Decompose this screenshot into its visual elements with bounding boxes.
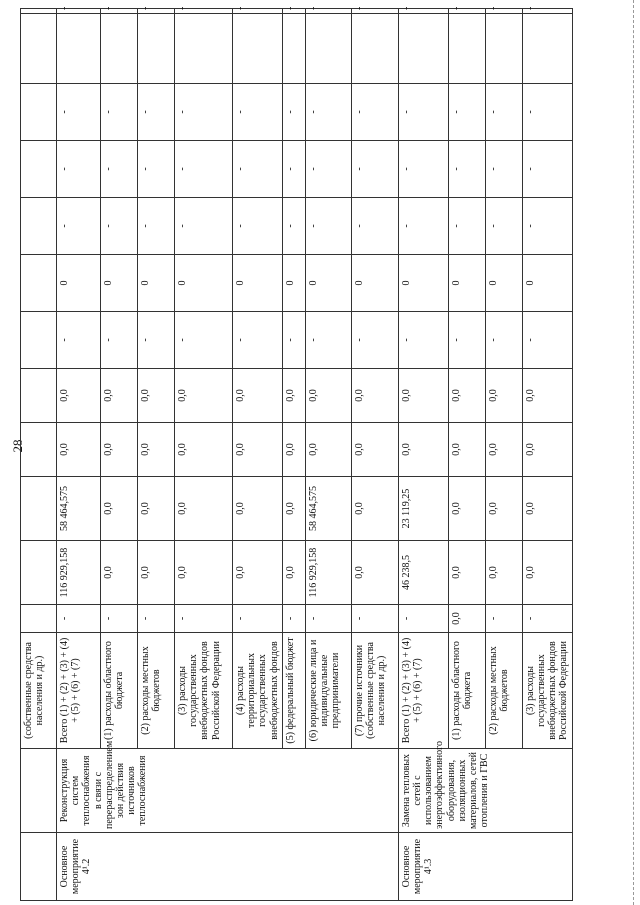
funding-source-cell: (7) прочие источники (собственные средства населения и др.)	[351, 633, 398, 749]
value-cell: -	[522, 84, 572, 141]
value-cell: -	[101, 141, 138, 198]
value-cell: 0,0	[233, 369, 283, 423]
value-cell: 0,0	[175, 369, 233, 423]
value-cell: 0	[101, 255, 138, 312]
funding-source-cell: (3) расходы государственных внебюджетных фондов Российской Федерации	[175, 633, 233, 749]
value-cell: -	[398, 84, 448, 141]
value-cell: 0,0	[448, 605, 485, 633]
funding-source-cell: Всего (1) + (2) + (3) + (4) + (5) + (6) + (7)	[398, 633, 448, 749]
value-cell: -	[351, 312, 398, 369]
value-cell: 0,0	[101, 369, 138, 423]
value-cell: -	[233, 198, 283, 255]
value-cell: 0,0	[101, 423, 138, 477]
value-cell: -	[175, 141, 233, 198]
value-cell	[21, 255, 57, 312]
value-cell: 0,0	[282, 369, 305, 423]
value-cell: -	[398, 198, 448, 255]
value-cell	[398, 14, 448, 84]
value-cell: -	[522, 9, 572, 14]
value-cell: 0,0	[351, 369, 398, 423]
value-cell	[21, 477, 57, 541]
value-cell: -	[305, 312, 351, 369]
value-cell: 0,0	[351, 423, 398, 477]
value-cell: 0,0	[101, 477, 138, 541]
value-cell	[101, 14, 138, 84]
value-cell	[21, 541, 57, 605]
value-cell: 0,0	[282, 541, 305, 605]
table-body	[21, 6, 573, 901]
value-cell: 0	[138, 255, 175, 312]
value-cell: 0,0	[305, 369, 351, 423]
value-cell	[57, 14, 101, 84]
value-cell: -	[57, 312, 101, 369]
value-cell: -	[57, 141, 101, 198]
activity-name-cell: Основное мероприятие 4¹.3	[398, 833, 572, 901]
value-cell: -	[138, 605, 175, 633]
value-cell: 0	[57, 255, 101, 312]
value-cell: 0,0	[485, 423, 522, 477]
value-cell: 116 929,158	[57, 541, 101, 605]
value-cell: -	[57, 605, 101, 633]
value-cell: -	[101, 9, 138, 14]
value-cell: -	[175, 605, 233, 633]
financing-table	[20, 8, 573, 901]
value-cell	[21, 9, 57, 14]
value-cell: 0,0	[522, 541, 572, 605]
value-cell: 0,0	[448, 369, 485, 423]
value-cell: -	[522, 141, 572, 198]
value-cell: -	[233, 84, 283, 141]
value-cell: -	[305, 84, 351, 141]
value-cell: -	[175, 198, 233, 255]
funding-source-cell: Всего (1) + (2) + (3) + (4) + (5) + (6) + (7)	[57, 633, 101, 749]
value-cell	[305, 14, 351, 84]
value-cell: -	[398, 605, 448, 633]
value-cell	[138, 14, 175, 84]
value-cell: 116 929,158	[305, 541, 351, 605]
value-cell: 0,0	[138, 369, 175, 423]
value-cell: -	[522, 312, 572, 369]
value-cell: 46 238,5	[398, 541, 448, 605]
value-cell: 0,0	[448, 541, 485, 605]
value-cell: 0,0	[138, 423, 175, 477]
value-cell: 23 119,25	[398, 477, 448, 541]
value-cell: 0,0	[282, 423, 305, 477]
value-cell: -	[485, 141, 522, 198]
value-cell: -	[522, 198, 572, 255]
value-cell: 0	[282, 255, 305, 312]
value-cell: -	[233, 141, 283, 198]
value-cell	[175, 14, 233, 84]
value-cell: -	[485, 605, 522, 633]
value-cell: 58 464,575	[305, 477, 351, 541]
value-cell: 0,0	[522, 423, 572, 477]
value-cell: -	[351, 9, 398, 14]
value-cell: 0,0	[138, 541, 175, 605]
value-cell: -	[448, 84, 485, 141]
value-cell: -	[448, 198, 485, 255]
value-cell: 0,0	[175, 477, 233, 541]
value-cell: 0,0	[485, 541, 522, 605]
activity-description-cell	[21, 749, 57, 833]
funding-source-cell: (2) расходы местных бюджетов	[485, 633, 522, 749]
value-cell: -	[448, 9, 485, 14]
value-cell	[21, 312, 57, 369]
value-cell: -	[101, 312, 138, 369]
funding-source-cell: (3) расходы государственных внебюджетных фондов Российской Федерации	[522, 633, 572, 749]
value-cell: -	[305, 9, 351, 14]
value-cell: -	[448, 141, 485, 198]
value-cell: -	[57, 9, 101, 14]
value-cell: 0	[522, 255, 572, 312]
value-cell: 0,0	[57, 423, 101, 477]
value-cell: 0	[448, 255, 485, 312]
value-cell: -	[351, 84, 398, 141]
value-cell: -	[398, 9, 448, 14]
value-cell: -	[101, 605, 138, 633]
value-cell: 0,0	[305, 423, 351, 477]
value-cell	[282, 14, 305, 84]
value-cell	[21, 198, 57, 255]
value-cell: -	[485, 9, 522, 14]
value-cell: 58 464,575	[57, 477, 101, 541]
scan-edge-rule	[633, 0, 634, 905]
activity-name-cell: Основное мероприятие 4¹.2	[57, 833, 399, 901]
value-cell: 0,0	[351, 541, 398, 605]
value-cell: -	[448, 312, 485, 369]
value-cell: 0,0	[485, 369, 522, 423]
activity-description-cell: Замена тепловых сетей с использованием энергоэффективного оборудования, изоляционных материалов, сетей отопления и ГВС	[398, 749, 572, 833]
value-cell: -	[282, 312, 305, 369]
value-cell	[485, 14, 522, 84]
value-cell: -	[233, 605, 283, 633]
funding-source-cell: (1) расходы областного бюджета	[448, 633, 485, 749]
funding-source-cell: (собственные средства населения и др.)	[21, 633, 57, 749]
value-cell: -	[138, 198, 175, 255]
table-row	[398, 9, 448, 901]
value-cell	[448, 14, 485, 84]
value-cell: 0,0	[448, 477, 485, 541]
value-cell: 0,0	[233, 423, 283, 477]
value-cell	[21, 605, 57, 633]
value-cell: -	[485, 198, 522, 255]
value-cell: 0	[398, 255, 448, 312]
activity-name-cell	[21, 833, 57, 901]
value-cell: 0,0	[448, 423, 485, 477]
table-row	[57, 9, 101, 901]
value-cell: -	[138, 141, 175, 198]
value-cell: -	[57, 84, 101, 141]
value-cell	[522, 14, 572, 84]
value-cell	[21, 141, 57, 198]
value-cell: -	[282, 605, 305, 633]
table-row	[21, 9, 57, 901]
value-cell: 0,0	[351, 477, 398, 541]
value-cell: 0,0	[282, 477, 305, 541]
value-cell: -	[305, 198, 351, 255]
value-cell: 0,0	[398, 369, 448, 423]
value-cell: -	[138, 312, 175, 369]
value-cell	[233, 14, 283, 84]
value-cell: 0,0	[175, 541, 233, 605]
activity-description-cell: Реконструкция систем теплоснабжения в связи с перераспределением зон действия источников теплоснабжения	[57, 749, 399, 833]
value-cell: 0,0	[175, 423, 233, 477]
funding-source-cell: (5) федеральный бюджет	[282, 633, 305, 749]
value-cell: -	[57, 198, 101, 255]
value-cell: -	[175, 9, 233, 14]
value-cell: 0,0	[57, 369, 101, 423]
value-cell: 0,0	[485, 477, 522, 541]
value-cell: -	[282, 141, 305, 198]
value-cell: -	[398, 141, 448, 198]
value-cell	[21, 14, 57, 84]
value-cell: 0	[175, 255, 233, 312]
value-cell: -	[351, 605, 398, 633]
value-cell: 0	[233, 255, 283, 312]
funding-source-cell: (4) расходы территориальных государственных внебюджетных фондов	[233, 633, 283, 749]
value-cell: 0,0	[233, 541, 283, 605]
value-cell	[351, 14, 398, 84]
value-cell: -	[282, 198, 305, 255]
value-cell: -	[101, 84, 138, 141]
value-cell: 0,0	[522, 369, 572, 423]
value-cell: -	[138, 84, 175, 141]
value-cell	[21, 423, 57, 477]
value-cell: 0,0	[522, 477, 572, 541]
value-cell: -	[305, 605, 351, 633]
value-cell	[21, 84, 57, 141]
value-cell: -	[398, 312, 448, 369]
value-cell: 0,0	[398, 423, 448, 477]
value-cell: 0	[351, 255, 398, 312]
value-cell: -	[522, 605, 572, 633]
value-cell: -	[305, 141, 351, 198]
value-cell: -	[282, 9, 305, 14]
value-cell: -	[485, 312, 522, 369]
funding-source-cell: (2) расходы местных бюджетов	[138, 633, 175, 749]
value-cell	[21, 369, 57, 423]
value-cell: -	[233, 9, 283, 14]
funding-source-cell: (1) расходы областного бюджета	[101, 633, 138, 749]
value-cell: -	[175, 84, 233, 141]
value-cell: -	[175, 312, 233, 369]
value-cell: -	[282, 84, 305, 141]
value-cell: -	[351, 141, 398, 198]
value-cell: -	[485, 84, 522, 141]
value-cell: 0	[485, 255, 522, 312]
value-cell: -	[351, 198, 398, 255]
value-cell: 0	[305, 255, 351, 312]
value-cell: 0,0	[233, 477, 283, 541]
funding-source-cell: (6) юридические лица и индивидуальные предприниматели	[305, 633, 351, 749]
value-cell: 0,0	[101, 541, 138, 605]
value-cell: 0,0	[138, 477, 175, 541]
value-cell: -	[138, 9, 175, 14]
value-cell: -	[101, 198, 138, 255]
value-cell: -	[233, 312, 283, 369]
page-number: 28	[10, 439, 25, 453]
